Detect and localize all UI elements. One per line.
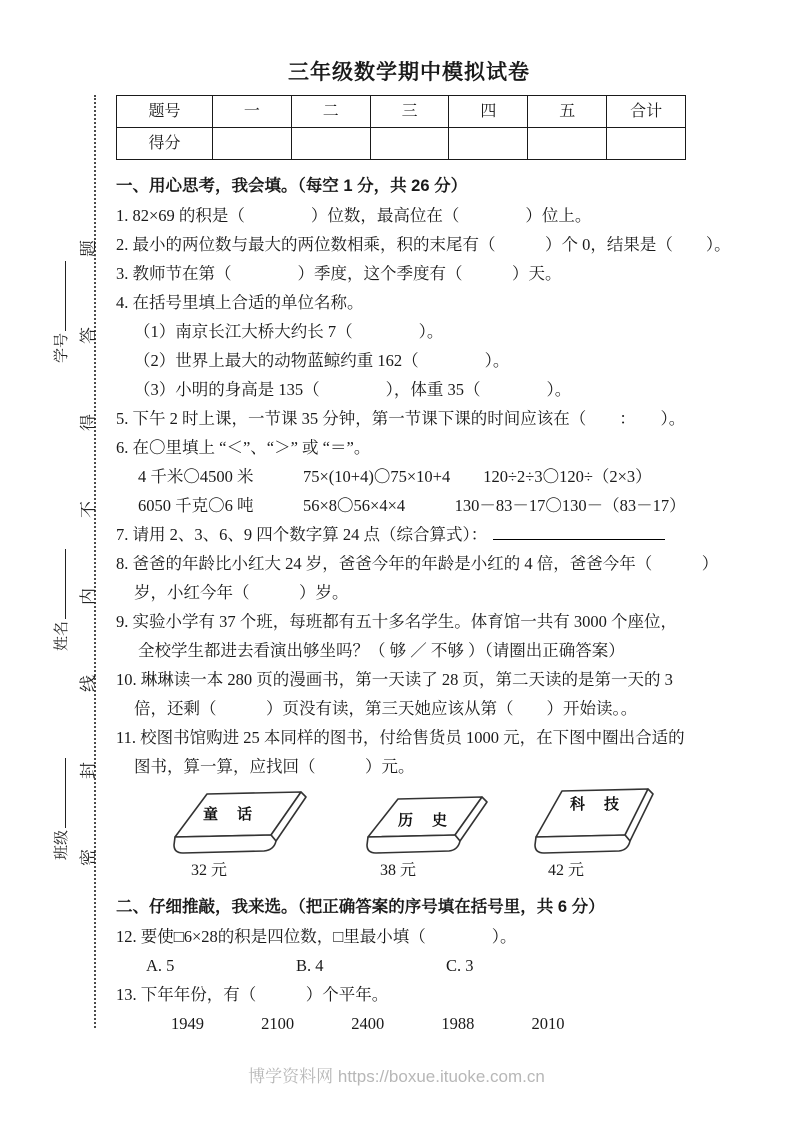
question-7-text: 7. 请用 2、3、6、9 四个数字算 24 点（综合算式）：	[116, 525, 488, 544]
question-12-options	[116, 951, 702, 980]
question-13: 13. 下年年份，有（ ）个平年。	[116, 985, 389, 1004]
class-blank-line	[63, 758, 66, 828]
seal-warning-text: 密封线内不得答题	[79, 170, 98, 866]
score-table-header-cell: 二	[291, 96, 370, 128]
book-price: 38 元	[380, 862, 417, 879]
question-11-line2: 图书，算一算，应找回（ ）元。	[134, 757, 415, 776]
question-10-line1: 10. 琳琳读一本 280 页的漫画书，第一天读了 28 页，第二天读的是第一天的 3	[116, 670, 673, 689]
score-table-header-cell: 题号	[117, 96, 213, 128]
watermark-footer: 博学资料网 https://boxue.ituoke.com.cn	[248, 1067, 545, 1086]
book-title: 科 技	[570, 797, 622, 813]
question-11-line1: 11. 校图书馆购进 25 本同样的图书，付给售货员 1000 元，在下图中圈出合适的	[116, 728, 685, 747]
question-8-line2: 岁，小红今年（ ）岁。	[134, 583, 349, 602]
score-empty-cell	[449, 128, 528, 160]
question-9-line1: 9. 实验小学有 37 个班，每班都有五十多名学生。体育馆一共有 3000 个座位，	[116, 612, 677, 631]
score-empty-cell	[370, 128, 449, 160]
question-7-answer-line	[493, 537, 665, 540]
year-option: 2400	[351, 1014, 385, 1033]
student-name-label	[50, 549, 71, 651]
score-table-header-cell: 四	[449, 96, 528, 128]
question-4-sub3: （3）小明的身高是 135（ ），体重 35（ ）。	[134, 380, 572, 399]
student-id-label-text: 学号	[54, 332, 70, 363]
score-empty-cell	[213, 128, 292, 160]
score-table-header-cell: 一	[213, 96, 292, 128]
student-id-label	[50, 261, 71, 363]
score-empty-cell	[528, 128, 607, 160]
score-table-header-cell: 合计	[607, 96, 686, 128]
option-c: C. 3	[446, 956, 474, 975]
section1-heading: 一、用心思考，我会填。（每空 1 分，共 26 分）	[116, 177, 468, 195]
year-option: 1988	[441, 1014, 475, 1033]
book-price: 32 元	[191, 862, 228, 879]
question-9-line2: 全校学生都进去看演出够坐吗？（ 够 ／ 不够 ）（请圈出正确答案）	[138, 641, 625, 660]
book-science	[524, 785, 664, 881]
student-name-label-text: 姓名	[54, 620, 70, 651]
student-name-blank-line	[63, 549, 66, 619]
score-table	[116, 95, 686, 160]
score-table-header-cell: 五	[528, 96, 607, 128]
score-table-header-row	[117, 96, 686, 128]
score-empty-cell	[291, 128, 370, 160]
page-title: 三年级数学期中模拟试卷	[288, 61, 530, 84]
year-option: 2100	[261, 1014, 295, 1033]
option-b: B. 4	[296, 956, 324, 975]
class-label	[50, 758, 71, 860]
student-id-blank-line	[63, 261, 66, 331]
question-6: 6. 在〇里填上 “＜”、“＞” 或 “＝”。	[116, 438, 371, 457]
class-label-text: 班级	[54, 829, 70, 860]
book-fairy-tale	[161, 787, 316, 881]
exam-content	[116, 0, 731, 1038]
section2-heading: 二、仔细推敲，我来选。（把正确答案的序号填在括号里，共 6 分）	[116, 898, 605, 916]
book-title: 童 话	[203, 807, 255, 823]
year-option: 2010	[531, 1014, 565, 1033]
score-empty-cell	[607, 128, 686, 160]
question-8-line1: 8. 爸爸的年龄比小红大 24 岁，爸爸今年的年龄是小红的 4 倍，爸爸今年（ ）	[116, 554, 719, 573]
score-row-label-cell: 得分	[117, 128, 213, 160]
question-13-years	[116, 1009, 702, 1038]
question-3: 3. 教师节在第（ ）季度，这个季度有（ ）天。	[116, 264, 562, 283]
question-10-line2: 倍，还剩（ ）页没有读，第三天她应该从第（ ）开始读。。	[134, 699, 638, 718]
question-12: 12. 要使□6×28的积是四位数，□里最小填（ ）。	[116, 927, 517, 946]
book-price: 42 元	[548, 862, 585, 879]
score-table-score-row	[117, 128, 686, 160]
book-history	[356, 791, 496, 881]
question-4-sub2: （2）世界上最大的动物蓝鲸约重 162（ ）。	[134, 351, 510, 370]
option-a: A. 5	[146, 956, 175, 975]
question-6-row2: 6050 千克〇6 吨 56×8〇56×4×4 130－83－17〇130－（83－17）	[138, 496, 686, 515]
score-table-header-cell: 三	[370, 96, 449, 128]
book-title: 历 史	[398, 813, 450, 829]
question-1: 1. 82×69 的积是（ ）位数，最高位在（ ）位上。	[116, 206, 592, 225]
question-6-row1: 4 千米〇4500 米 75×(10+4)〇75×10+4 120÷2÷3〇120÷（2×3）	[138, 467, 652, 486]
year-option: 1949	[171, 1014, 204, 1033]
question-4-sub1: （1）南京长江大桥大约长 7（ ）。	[134, 322, 444, 341]
book-illustrations	[116, 785, 702, 881]
question-2: 2. 最小的两位数与最大的两位数相乘，积的末尾有（ ）个 0，结果是（ ）。	[116, 235, 731, 254]
question-7	[116, 520, 702, 549]
question-5: 5. 下午 2 时上课，一节课 35 分钟，第一节课下课的时间应该在（ ： ）。	[116, 409, 686, 428]
question-4: 4. 在括号里填上合适的单位名称。	[116, 293, 364, 312]
